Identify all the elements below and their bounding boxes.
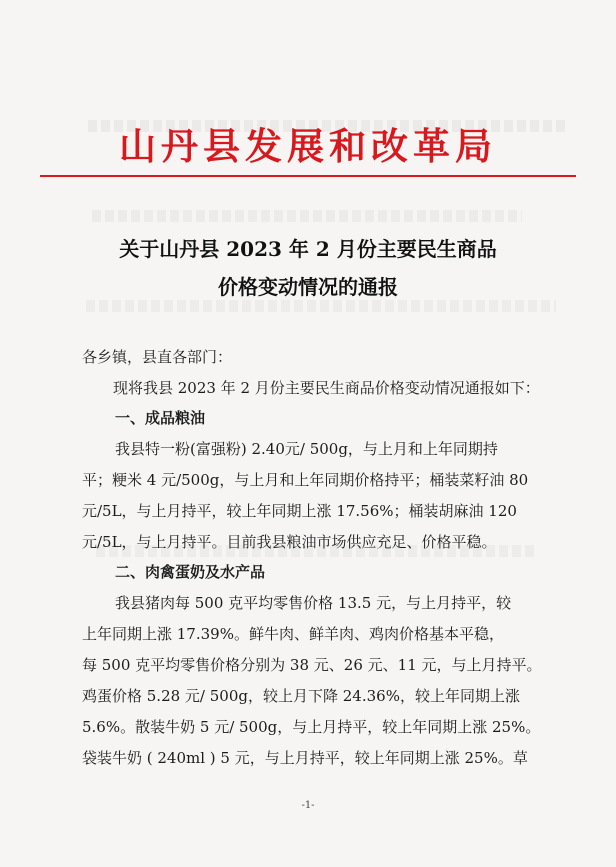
show-through [92,210,522,222]
section-heading-meat-eggs: 二、肉禽蛋奶及水产品 [115,563,266,581]
section-heading-grain-oil: 一、成品粮油 [115,409,206,427]
letterhead-rule [40,175,576,177]
intro-paragraph: 现将我县 2023 年 2 月份主要民生商品价格变动情况通报如下： [113,379,540,397]
document-title-line1: 关于山丹县 2023 年 2 月份主要民生商品 [119,237,497,261]
paragraph-line: 我县猪肉每 500 克平均零售价格 13.5 元，与上月持平，较 [115,594,512,612]
document-title-line2: 价格变动情况的通报 [218,275,398,299]
salutation: 各乡镇，县直各部门： [82,348,233,366]
paragraph-line: 每 500 克平均零售价格分别为 38 元、26 元、11 元，与上月持平。 [82,656,542,674]
paragraph-line: 元/5L，与上月持平。目前我县粮油市场供应充足、价格平稳。 [82,533,497,551]
paragraph-line: 鸡蛋价格 5.28 元/ 500g，较上月下降 24.36%，较上年同期上涨 [82,687,520,705]
show-through [86,300,556,312]
paragraph-line: 元/5L，与上月持平，较上年同期上涨 17.56%；桶装胡麻油 120 [82,502,517,520]
paragraph-line: 平；粳米 4 元/500g，与上月和上年同期价格持平；桶装菜籽油 80 [82,471,529,489]
page-number: -1- [301,800,315,811]
letterhead-title: 山丹县发展和改革局 [119,124,497,168]
paragraph-line: 我县特一粉(富强粉) 2.40元/ 500g，与上月和上年同期持 [115,440,498,458]
paragraph-line: 袋装牛奶 ( 240ml ) 5 元，与上月持平，较上年同期上涨 25%。草 [82,749,528,767]
paragraph-line: 5.6%。散装牛奶 5 元/ 500g，与上月持平，较上年同期上涨 25%。 [82,718,541,736]
paragraph-line: 上年同期上涨 17.39%。鲜牛肉、鲜羊肉、鸡肉价格基本平稳， [82,625,504,643]
